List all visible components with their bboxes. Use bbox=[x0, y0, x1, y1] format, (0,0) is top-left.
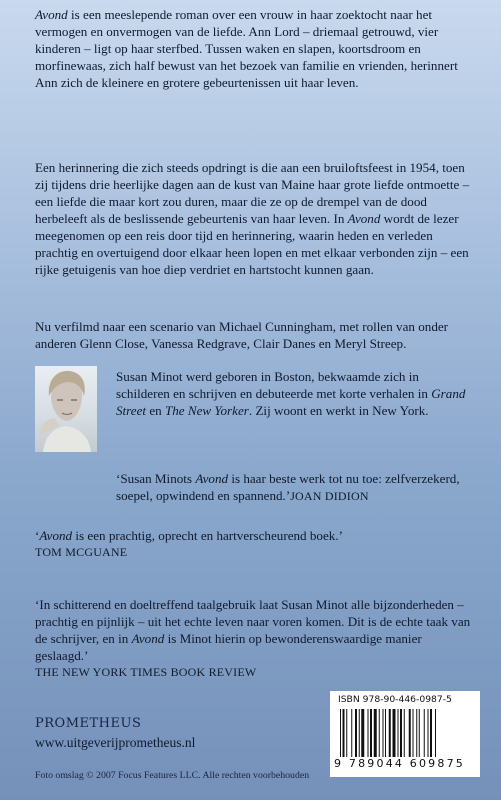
quote-nyt: ‘In schitterend en doeltreffend taalgebruik laat Susan Minot alle bijzonderheden – prachtig en pijnlijk – uit het echte leven naar voren komen. Dit is de echte taak van de schrijver, en in Avond is Minot hierin op bewonderenswaardige manier geslaagd.’ THE NEW YORK TIMES BOOK REVIEW bbox=[35, 596, 475, 681]
barcode-bars bbox=[340, 709, 470, 757]
publisher-logo: PROMETHEUS bbox=[35, 716, 142, 731]
quote-source: TOM MCGUANE bbox=[35, 545, 128, 559]
film-text: Nu verfilmd naar een scenario van Michael Cunningham, met rollen van onder anderen Glenn Close, Vanessa Redgrave, Clair Danes en Meryl Streep. bbox=[35, 319, 449, 351]
barcode bbox=[330, 691, 480, 777]
publisher-url[interactable]: www.uitgeverijprometheus.nl bbox=[35, 735, 196, 750]
book-title: Avond bbox=[35, 7, 68, 22]
blurb-text: Een herinnering die zich steeds opdringt is die aan een bruiloftsfeest in 1954, toen zij tijdens drie heerlijke dagen aan de kust van Maine haar grote liefde ontmoette – een liefde die maar kort zou duren, maar die ze op de drempel van de dood herbeleeft als de beslissende gebeurtenis van haar leven. In bbox=[35, 160, 470, 226]
blurb-text: wordt de lezer meegenomen op een reis door tijd en herinnering, waarin heden en verleden prachtig en overtuigend door elkaar heen lopen en met elkaar verbonden zijn – een rijke getuigenis van hoe diep verdriet en hartstocht kunnen gaan. bbox=[35, 211, 469, 277]
isbn-label: ISBN 978-90-446-0987-5 bbox=[338, 694, 452, 705]
blurb-paragraph-1 bbox=[35, 6, 475, 91]
quote-source: THE NEW YORK TIMES BOOK REVIEW bbox=[35, 665, 257, 679]
blurb-text: is een meeslepende roman over een vrouw in haar zoektocht naar het vermogen en onvermogen van de liefde. Ann Lord – driemaal getrouwd, vier kinderen – ligt op haar sterfbed. Tussen waken en slapen, koortsdroom en morfinewaas, zich half bewust van het bezoek van familie en vrienden, herinnert Ann zich de kleinere en grotere gebeurtenissen uit haar leven. bbox=[35, 7, 458, 90]
author-bio: Susan Minot werd geboren in Boston, bekwaamde zich in schilderen en schrijven en debuteerde met korte verhalen in Grand Street en The New Yorker. Zij woont en werkt in New York. bbox=[116, 369, 466, 418]
film-paragraph bbox=[35, 318, 475, 352]
author-photo bbox=[35, 366, 97, 452]
blurb-paragraph-2 bbox=[35, 159, 475, 278]
magazine-grand-street: Grand Street bbox=[116, 386, 466, 418]
quote-mcguane: ‘Avond is een prachtig, oprecht en hartverscheurend boek.’ TOM MCGUANE bbox=[35, 527, 475, 561]
photo-credits: Foto omslag © 2007 Focus Features LLC. Alle rechten voorbehouden bbox=[35, 770, 310, 781]
book-title: Avond bbox=[347, 211, 381, 226]
quote-didion: ‘Susan Minots Avond is haar beste werk tot nu toe: zelfverzekerd, soepel, opwindend en spannend.’JOAN DIDION bbox=[116, 471, 460, 503]
barcode-number: 9 789044 609875 bbox=[334, 757, 465, 770]
magazine-new-yorker: The New Yorker bbox=[164, 403, 249, 418]
quote-source: JOAN DIDION bbox=[290, 489, 369, 503]
